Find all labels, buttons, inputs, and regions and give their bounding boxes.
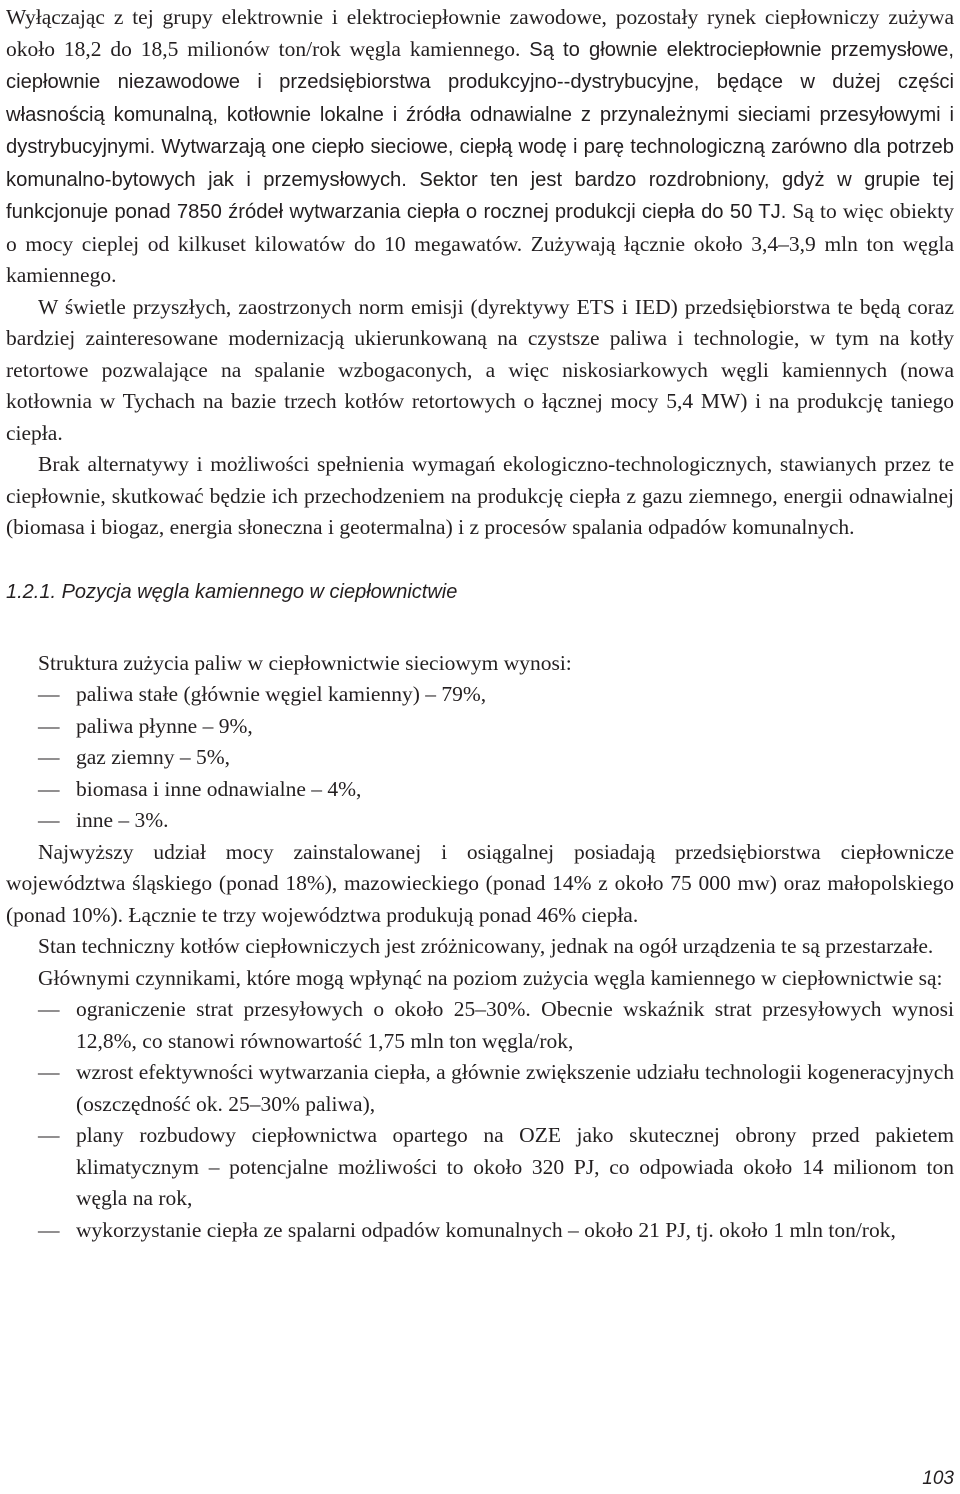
dash-bullet: — [38, 997, 60, 1021]
dash-bullet: — [38, 776, 60, 801]
list-item: — wykorzystanie ciepła ze spalarni odpadów komunalnych – około 21 PJ, tj. około 1 mln ton/rok, [6, 1215, 954, 1247]
paragraph-1-serif: Wyłączając z tej grupy elektrownie i elektrociepłownie zawodowe, pozostały rynek ciepłowniczy zużywa około 18,2 do 18,5 milionów ton/rok węgla kamiennego. [6, 5, 954, 61]
paragraph-1 [6, 2, 954, 292]
dash-bullet: — [38, 808, 60, 832]
list-item: — paliwa płynne – 9%, [6, 711, 954, 743]
dash-bullet: — [38, 1123, 60, 1147]
list-item: — wzrost efektywności wytwarzania ciepła, a głównie zwiększenie udziału technologii kogeneracyjnych (oszczędność ok. 25–30% paliwa), [6, 1057, 954, 1120]
dash-bullet: — [38, 1060, 60, 1084]
list-item: — gaz ziemny – 5%, [6, 742, 954, 774]
dash-bullet: — [38, 682, 60, 706]
dash-bullet: — [38, 1217, 60, 1242]
dash-bullet: — [38, 713, 60, 738]
paragraph-5: Stan techniczny kotłów ciepłowniczych jest zróżnicowany, jednak na ogół urządzenia te są przestarzałe. [38, 934, 934, 958]
paragraph-1-sans: Są to głownie elektrociepłownie przemysłowe, ciepłownie niezawodowe i przedsiębiorstwa produkcyjno--dystrybucyjne, będące w dużej części własnością komunalną, kotłownie lokalne i źródła odnawialne z przynależnymi sieciami przesyłowymi i dystrybucyjnymi. Wytwarzają one ciepło sieciowe, ciepłą wodę i parę technologiczną zarówno dla potrzeb komunalno-bytowych jak i przemysłowych. Sektor ten jest bardzo rozdrobniony, gdyż w grupie tej funkcjonuje ponad 7850 źródeł wytwarzania ciepła o rocznej produkcji ciepła do 50 TJ. [6, 38, 955, 223]
page-number: 103 [922, 1468, 954, 1489]
paragraph-3: Brak alternatywy i możliwości spełnienia wymagań ekologiczno-technologicznych, stawianych przez te ciepłownie, skutkować będzie ich przechodzeniem na produkcję ciepła z gazu ziemnego, energii odnawialnej (biomasa i biogaz, energia słoneczna i geotermalna) i z procesów spalania odpadów komunalnych. [6, 452, 954, 539]
paragraph-4: Najwyższy udział mocy zainstalowanej i osiągalnej posiadają przedsiębiorstwa ciepłownicze województwa śląskiego (ponad 18%), mazowieckiego (ponad 14% z około 75 000 mw) oraz małopolskiego (ponad 10%). Łącznie te trzy województwa produkują ponad 46% ciepła. [6, 839, 954, 927]
paragraph-6: Głównymi czynnikami, które mogą wpłynąć na poziom zużycia węgla kamiennego w ciepłownictwie są: [38, 965, 943, 990]
dash-bullet: — [38, 745, 60, 769]
factor-list [6, 994, 954, 1246]
list-item: — inne – 3%. [6, 805, 954, 837]
fuel-structure-lead: Struktura zużycia paliw w ciepłownictwie sieciowym wynosi: [38, 650, 572, 675]
paragraph-1-serif-end: Są to więc obiekty o mocy cieplej od kilkuset kilowatów do 10 megawatów. Zużywają łącznie około 3,4–3,9 mln ton węgla kamiennego. [6, 199, 954, 287]
paragraph-2: W świetle przyszłych, zaostrzonych norm emisji (dyrektywy ETS i IED) przedsiębiorstwa te będą coraz bardziej zainteresowane modernizacją ukierunkowaną na czystsze paliwa i technologie, w tym na kotły retortowe pozwalające na spalanie wzbogaconych, a więc niskosiarkowych węgli kamiennych (nowa kotłownia w Tychach na bazie trzech kotłów retortowych o łącznej mocy 5,4 MW) i na produkcję taniego ciepła. [6, 294, 954, 445]
list-item: — plany rozbudowy ciepłownictwa opartego na OZE jako skutecznej obrony przed pakietem klimatycznym – potencjalne możliwości to około 320 PJ, co odpowiada około 14 milionom ton węgla na rok, [6, 1120, 954, 1215]
section-heading: 1.2.1. Pozycja węgla kamiennego w ciepłownictwie [6, 580, 458, 603]
fuel-list [6, 679, 954, 837]
list-item: — ograniczenie strat przesyłowych o około 25–30%. Obecnie wskaźnik strat przesyłowych wynosi 12,8%, co stanowi równowartość 1,75 mln ton węgla/rok, [6, 994, 954, 1057]
list-item: — biomasa i inne odnawialne – 4%, [6, 774, 954, 806]
list-item: — paliwa stałe (głównie węgiel kamienny) – 79%, [6, 679, 954, 711]
